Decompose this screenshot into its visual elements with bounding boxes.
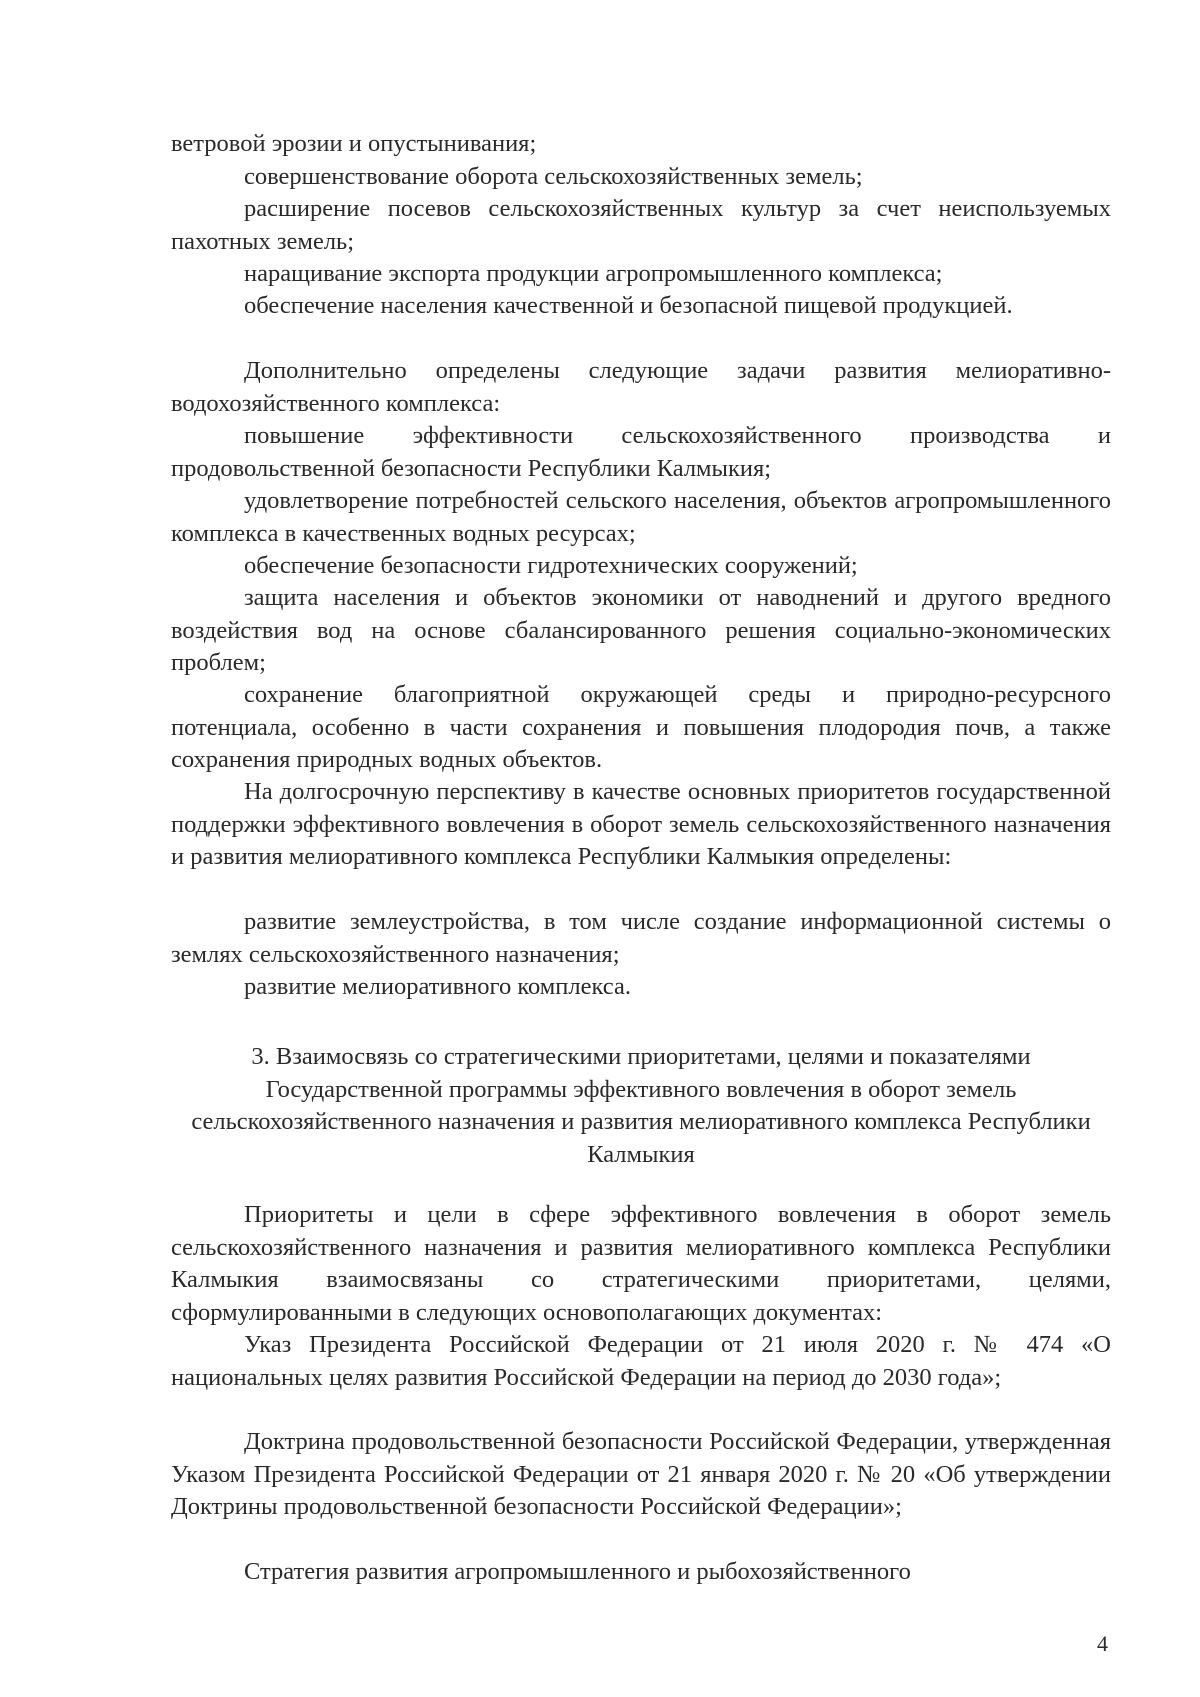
section-paragraph-3: Доктрина продовольственной безопасности Российской Федерации, утвержденная Указом Президента Российской Федерации от 21 января 2020 г. № 20 «Об утверждении Доктрины продовольственной безопасности Российской Федерации»; [171, 1428, 1111, 1520]
paragraph-4: наращивание экспорта продукции агропромышленного комплекса; [244, 260, 943, 287]
page-number: 4 [1097, 1631, 1108, 1656]
paragraph-1: ветровой эрозии и опустынивания; [171, 130, 537, 157]
section-heading: 3. Взаимосвязь со стратегическими приоритетами, целями и показателями Государственной программы эффективного вовлечения в оборот земель сельскохозяйственного назначения и развития мелиоративного комплекса Республики Калмыкия [191, 1043, 1091, 1168]
paragraph-11: сохранение благоприятной окружающей среды и природно-ресурсного потенциала, особенно в части сохранения и повышения плодородия почв, а также сохранения природных водных объектов. [171, 681, 1111, 773]
section-paragraph-2: Указ Президента Российской Федерации от 21 июля 2020 г. № 474 «О национальных целях развития Российской Федерации на период до 2030 года»; [171, 1331, 1111, 1391]
paragraph-12: На долгосрочную перспективу в качестве основных приоритетов государственной поддержки эффективного вовлечения в оборот земель сельскохозяйственного назначения и развития мелиоративного комплекса Республики Калмыкия определены: [171, 778, 1111, 870]
paragraph-10: защита населения и объектов экономики от наводнений и другого вредного воздействия вод на основе сбалансированного решения социально-экономических проблем; [171, 584, 1111, 676]
paragraph-7: повышение эффективности сельскохозяйственного производства и продовольственной безопасности Республики Калмыкия; [171, 422, 1111, 482]
paragraph-2: совершенствование оборота сельскохозяйственных земель; [244, 163, 863, 190]
paragraph-8: удовлетворение потребностей сельского населения, объектов агропромышленного комплекса в качественных водных ресурсах; [171, 487, 1111, 547]
paragraph-5: обеспечение населения качественной и безопасной пищевой продукцией. [244, 292, 1013, 319]
section-paragraph-1: Приоритеты и цели в сфере эффективного вовлечения в оборот земель сельскохозяйственного назначения и развития мелиоративного комплекса Республики Калмыкия взаимосвязаны со стратегическими приоритетами, целями, сформулированными в следующих основополагающих документах: [171, 1201, 1111, 1326]
section-paragraph-4: Стратегия развития агропромышленного и рыбохозяйственного [244, 1558, 911, 1585]
paragraph-3: расширение посевов сельскохозяйственных культур за счет неиспользуемых пахотных земель; [171, 195, 1111, 255]
paragraph-9: обеспечение безопасности гидротехнических сооружений; [244, 552, 858, 579]
paragraph-13: развитие землеустройства, в том числе создание информационной системы о землях сельскохозяйственного назначения; [171, 908, 1111, 968]
paragraph-6: Дополнительно определены следующие задачи развития мелиоративно-водохозяйственного комплекса: [171, 357, 1111, 417]
paragraph-14: развитие мелиоративного комплекса. [244, 973, 631, 1000]
